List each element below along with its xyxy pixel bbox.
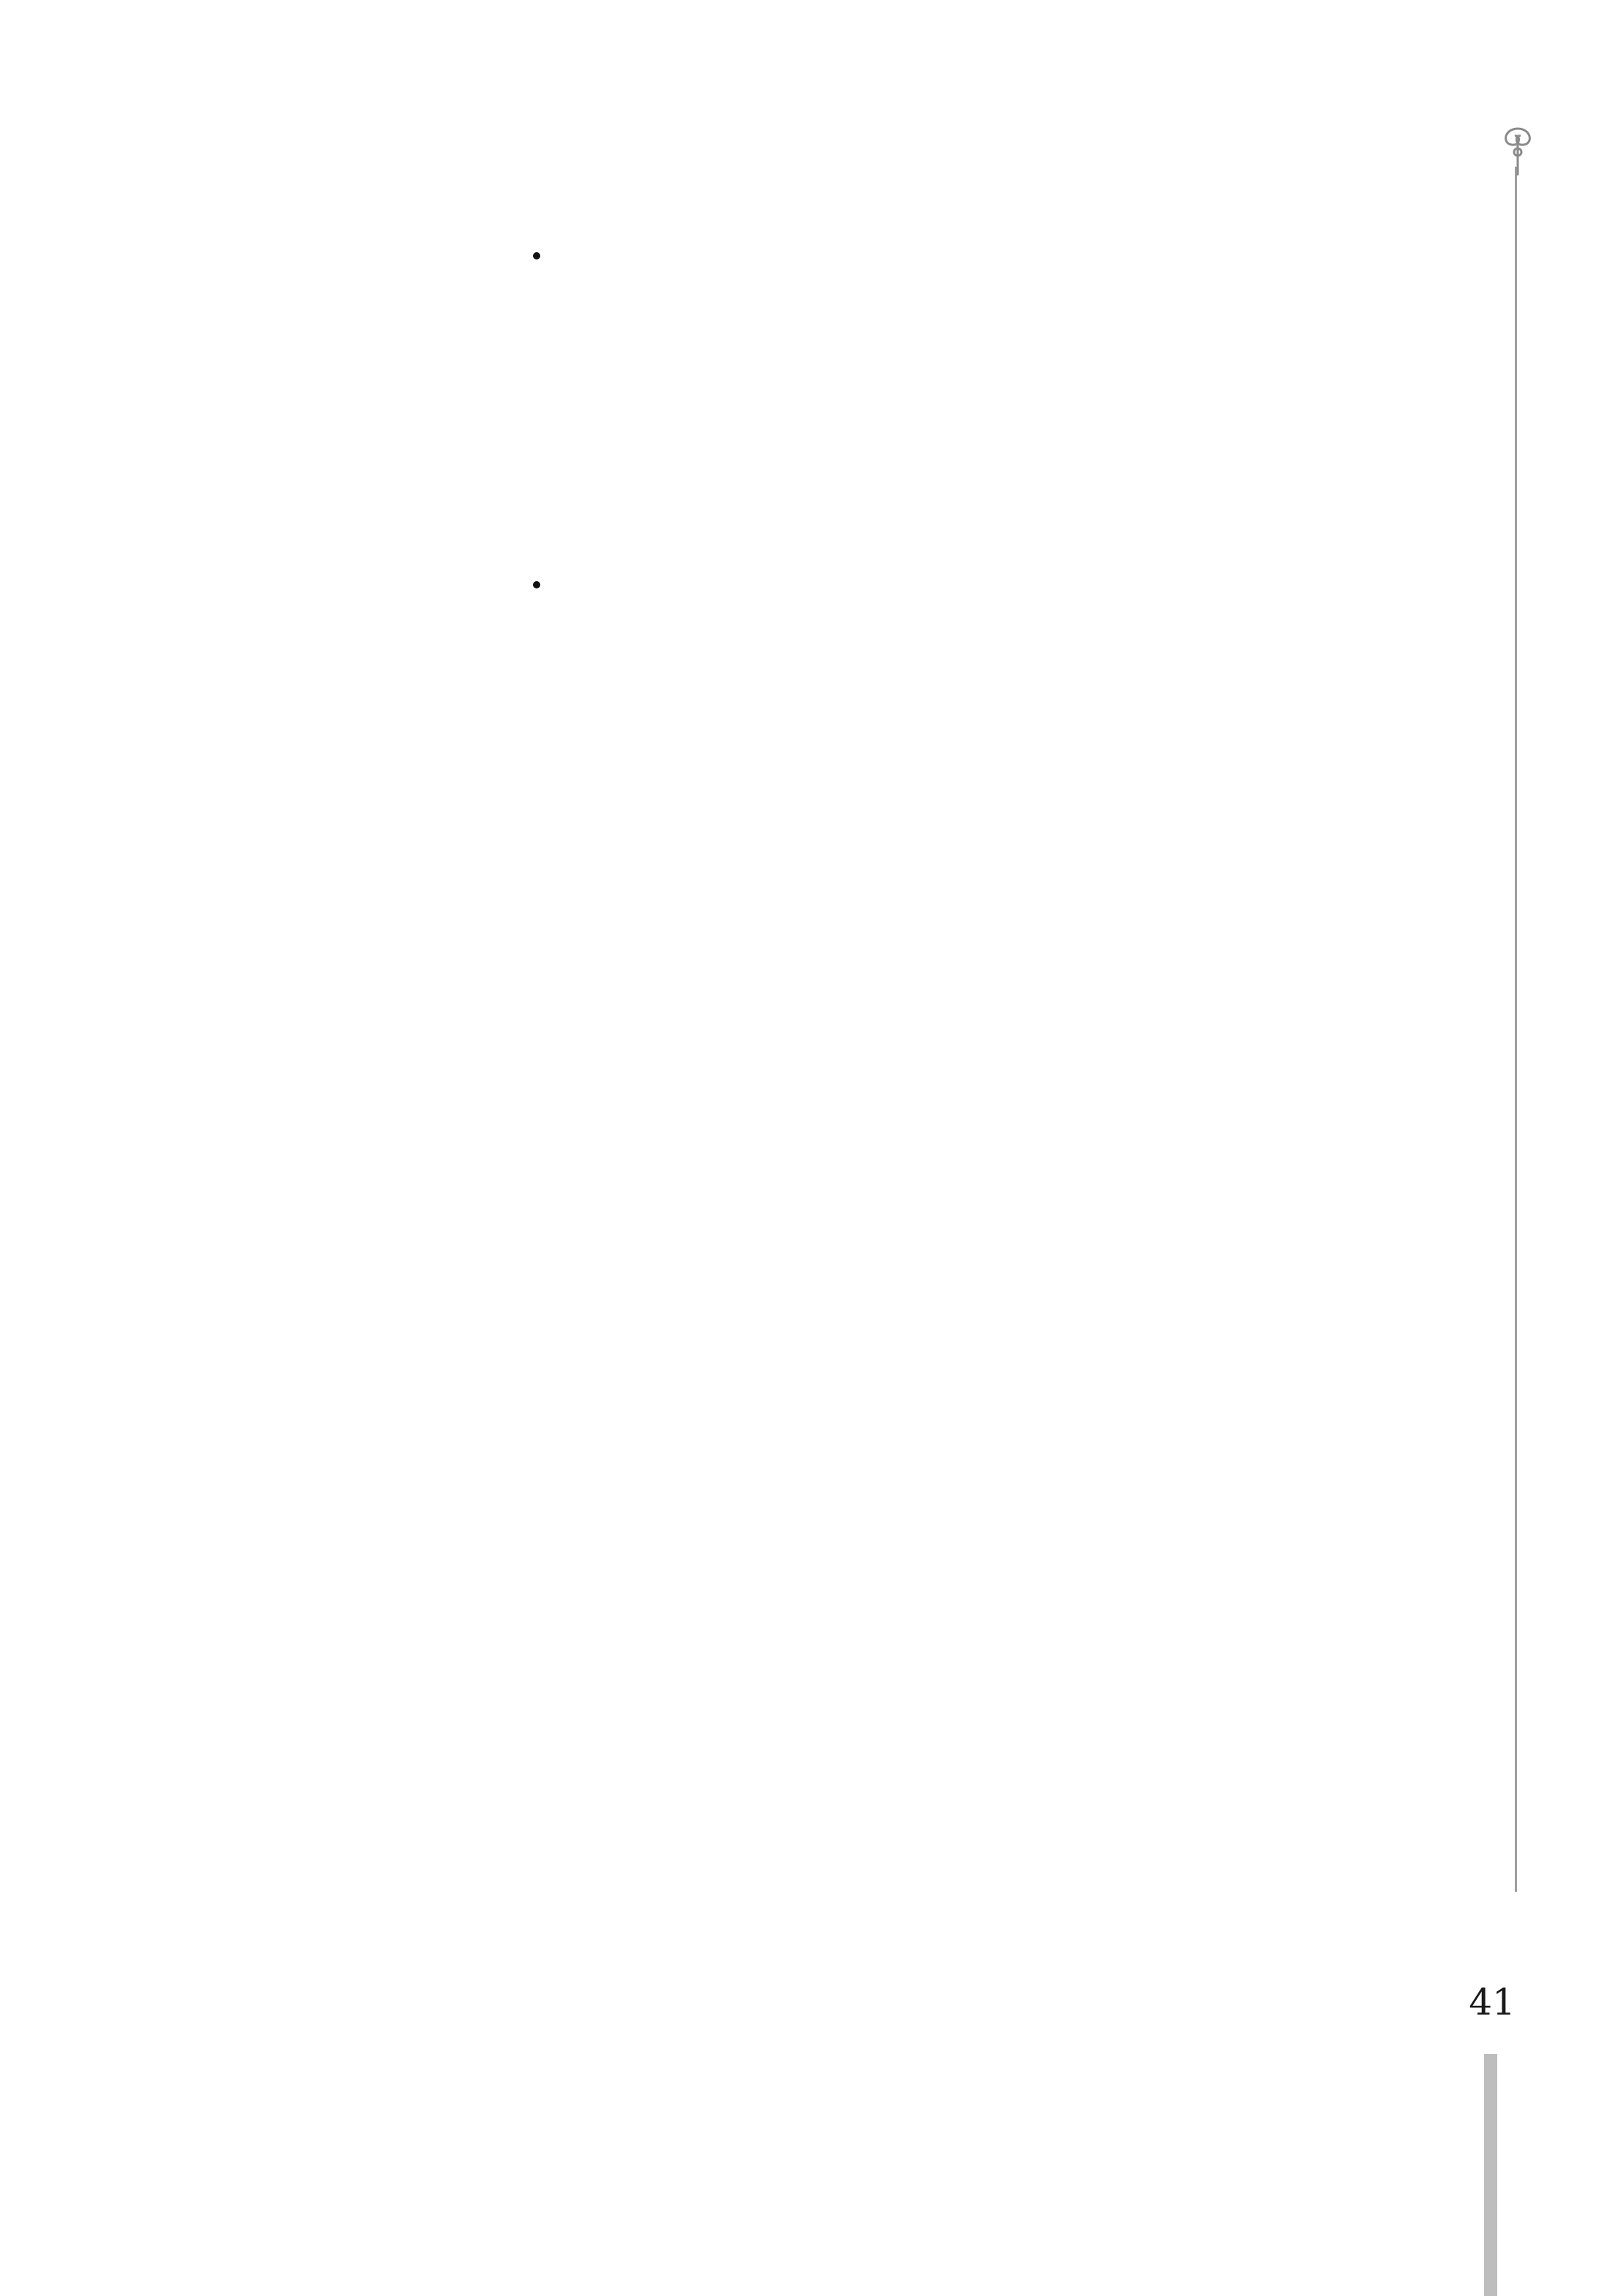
poem-column-3	[342, 227, 379, 2156]
poem-column-2	[383, 227, 420, 2156]
heading-bullet-bottom	[529, 577, 544, 592]
paragraph-column-9	[947, 227, 984, 2156]
paragraph-column-13	[737, 227, 773, 2156]
paragraph-column-10	[895, 227, 931, 2156]
paragraph-column-11	[842, 227, 879, 2156]
section-heading	[515, 278, 559, 592]
poem-column-1	[424, 227, 461, 2156]
poem-column-4	[301, 227, 338, 2156]
thumb-index-bar	[1484, 2054, 1497, 2296]
running-header-line-2	[1464, 1053, 1496, 1710]
paragraph-column-2	[1316, 227, 1352, 2156]
paragraph-column-15	[632, 227, 668, 2156]
poem-column-7	[178, 227, 215, 2156]
paragraph-column-1	[1369, 227, 1405, 2156]
paragraph-column-7	[1053, 227, 1089, 2156]
poem-column-9	[97, 227, 133, 2156]
paragraph-column-16	[589, 227, 626, 2156]
running-header-line-1	[1439, 201, 1483, 874]
poem-column-8	[137, 227, 174, 2156]
paragraph-column-4	[1211, 227, 1247, 2156]
paragraph-column-14	[684, 227, 721, 2156]
paragraph-column-3	[1263, 227, 1300, 2156]
paragraph-column-6	[1105, 227, 1142, 2156]
poem-column-6	[219, 227, 256, 2156]
paragraph-column-12	[790, 227, 826, 2156]
paragraph-column-5	[1158, 227, 1195, 2156]
paragraph-column-8	[1000, 227, 1037, 2156]
poem-column-5	[260, 227, 297, 2156]
heading-bullet-top	[529, 249, 544, 263]
page-number: 41	[1469, 1981, 1516, 2023]
header-rule	[1515, 167, 1517, 1892]
flourish-ornament-icon	[1488, 123, 1547, 181]
